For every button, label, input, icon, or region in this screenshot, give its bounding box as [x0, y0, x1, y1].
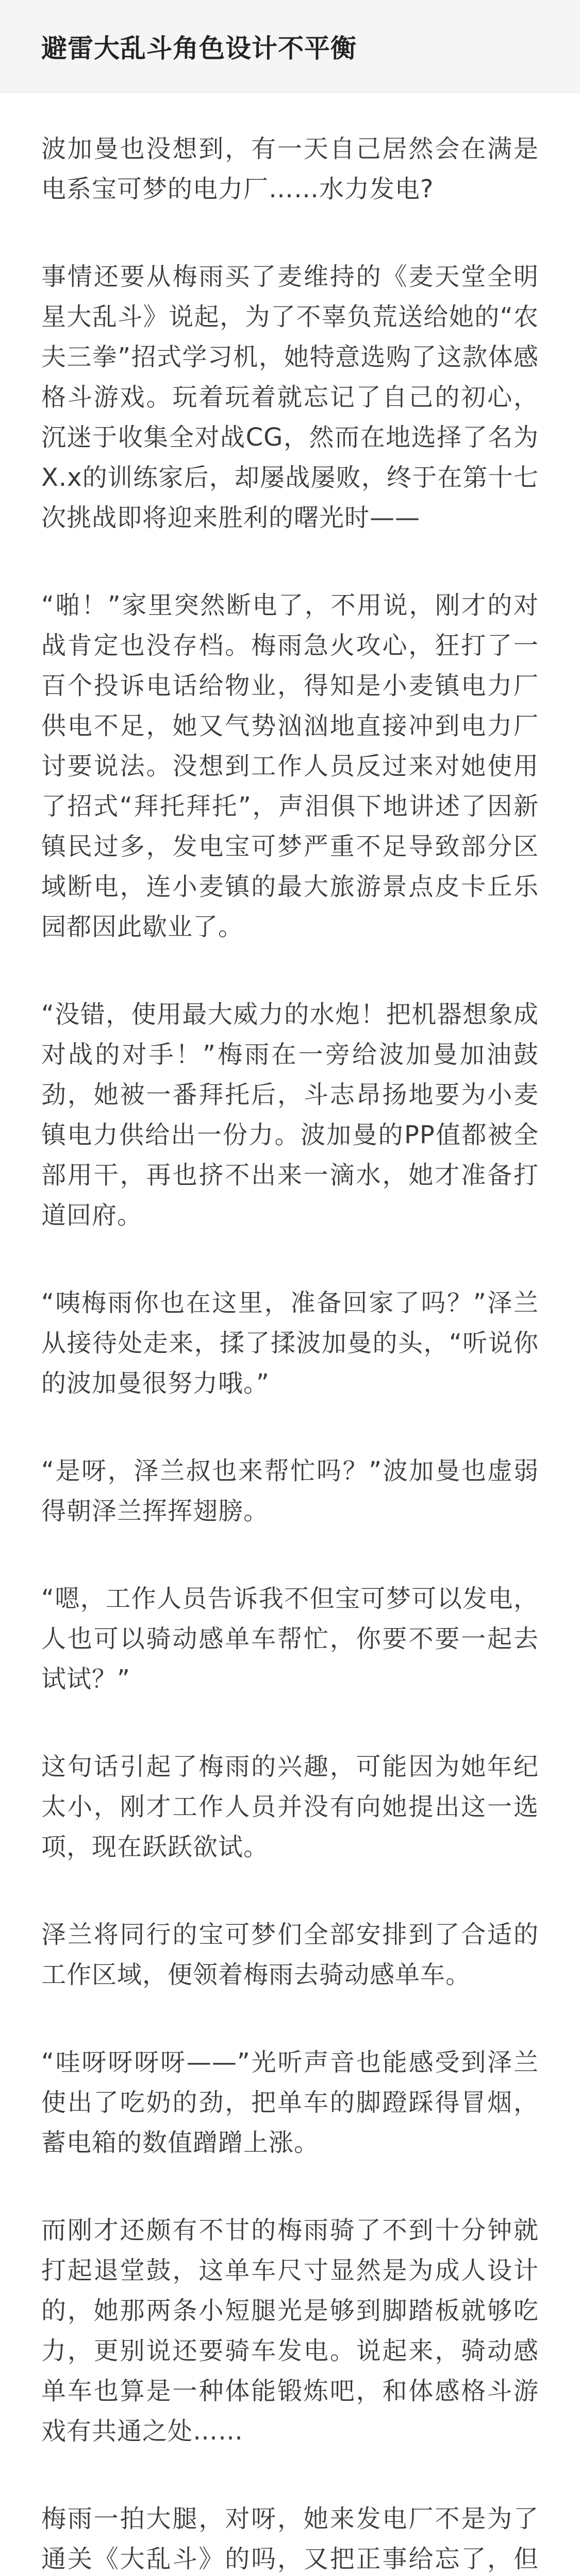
paragraph: 这句话引起了梅雨的兴趣，可能因为她年纪太小，刚才工作人员并没有向她提出这一选项，现在跃跃欲试。	[41, 1752, 539, 1861]
article-body	[0, 93, 580, 2576]
paragraph: “是呀，泽兰叔也来帮忙吗？”波加曼也虚弱得朝泽兰挥挥翅膀。	[41, 1456, 539, 1526]
paragraph: “啪！”家里突然断电了，不用说，刚才的对战肯定也没存档。梅雨急火攻心，狂打了一百个投诉电话给物业，得知是小麦镇电力厂供电不足，她又气势汹汹地直接冲到电力厂讨要说法。没想到工作人员反过来对她使用了招式“拜托拜托”，声泪俱下地讲述了因新镇民过多，发电宝可梦严重不足导致部分区域断电，连小麦镇的最大旅游景点皮卡丘乐园都因此歇业了。	[41, 591, 539, 941]
paragraph: 泽兰将同行的宝可梦们全部安排到了合适的工作区域，便领着梅雨去骑动感单车。	[41, 1920, 539, 1989]
paragraph: 波加曼也没想到，有一天自己居然会在满是电系宝可梦的电力厂……水力发电?	[41, 134, 539, 204]
article-title: 避雷大乱斗角色设计不平衡	[41, 33, 357, 63]
paragraph: “嗯，工作人员告诉我不但宝可梦可以发电，人也可以骑动感单车帮忙，你要不要一起去试试？”	[41, 1584, 539, 1693]
article-header	[0, 0, 580, 93]
paragraph: “没错，使用最大威力的水炮！把机器想象成对战的对手！”梅雨在一旁给波加曼加油鼓劲，她被一番拜托后，斗志昂扬地要为小麦镇电力供给出一份力。波加曼的PP值都被全部用干，再也挤不出来一滴水，她才准备打道回府。	[41, 1000, 539, 1230]
paragraph: “咦梅雨你也在这里，准备回家了吗？”泽兰从接待处走来，揉了揉波加曼的头，“听说你的波加曼很努力哦。”	[41, 1289, 539, 1398]
paragraph: 梅雨一拍大腿，对呀，她来发电厂不是为了通关《大乱斗》的吗，又把正事给忘了，但	[41, 2504, 539, 2573]
paragraph: “哇呀呀呀呀——”光听声音也能感受到泽兰使出了吃奶的劲，把单车的脚蹬踩得冒烟，蓄电箱的数值蹭蹭上涨。	[41, 2048, 539, 2157]
paragraph: 而刚才还颇有不甘的梅雨骑了不到十分钟就打起退堂鼓，这单车尺寸显然是为成人设计的，她那两条小短腿光是够到脚踏板就够吃力，更别说还要骑车发电。说起来，骑动感单车也算是一种体能锻炼吧，和体感格斗游戏有共通之处……	[41, 2216, 539, 2446]
paragraph: 事情还要从梅雨买了麦维持的《麦天堂全明星大乱斗》说起，为了不辜负荒送给她的“农夫三拳”招式学习机，她特意选购了这款体感格斗游戏。玩着玩着就忘记了自己的初心，沉迷于收集全对战CG，然而在地选择了名为X.x的训练家后，却屡战屡败，终于在第十七次挑战即将迎来胜利的曙光时——	[41, 262, 539, 532]
